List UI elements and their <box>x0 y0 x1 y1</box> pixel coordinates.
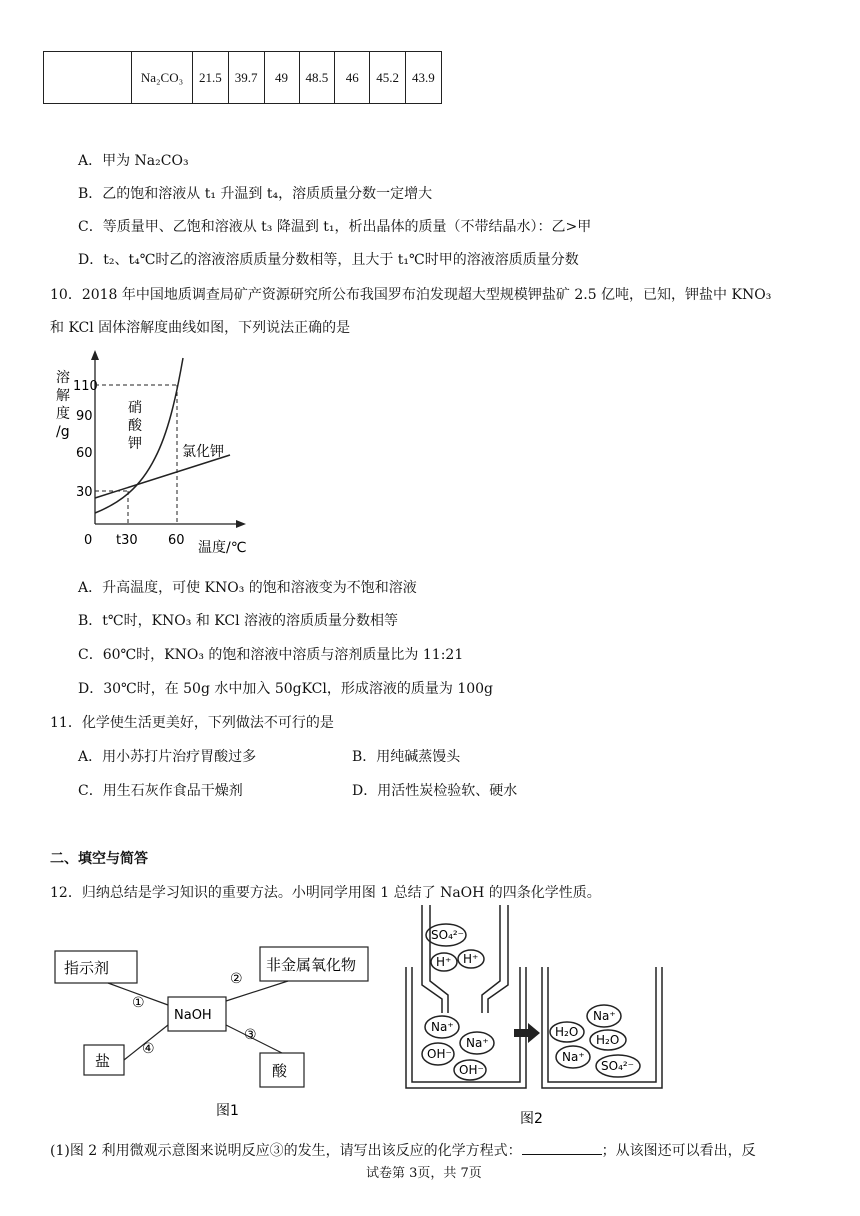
table-cell: 21.5 <box>193 52 229 104</box>
table-cell: 43.9 <box>406 52 442 104</box>
oh-ion: OH⁻ <box>459 1063 484 1077</box>
y-tick: 90 <box>76 409 93 424</box>
indicator-label: 指示剂 <box>64 959 110 977</box>
so4-ion: SO₄²⁻ <box>601 1059 635 1073</box>
q11-stem: 11．化学使生活更美好，下列做法不可行的是 <box>50 715 334 731</box>
na-ion: Na⁺ <box>431 1020 454 1034</box>
table-cell: 48.5 <box>299 52 335 104</box>
kcl-line <box>95 455 230 498</box>
q11-option-c: C．用生石灰作食品干燥剂 <box>78 783 243 799</box>
acid-label: 酸 <box>272 1062 288 1080</box>
water-molecule: H₂O <box>555 1025 579 1039</box>
q10-stem-line1: 10．2018 年中国地质调查局矿产资源研究所公布我国罗布泊发现超大型规模钾盐矿 2.5 亿吨，已知，钾盐中 KNO₃ <box>50 287 772 303</box>
x-axis-label: 温度/℃ <box>198 540 247 556</box>
table-cell: 49 <box>264 52 299 104</box>
table-cell: 46 <box>335 52 370 104</box>
q11-option-b: B．用纯碱蒸馒头 <box>352 749 461 765</box>
na-ion: Na⁺ <box>466 1036 489 1050</box>
h-ion: H⁺ <box>463 952 479 966</box>
q11-option-a: A．用小苏打片治疗胃酸过多 <box>78 749 257 765</box>
y-tick: 30 <box>76 485 93 500</box>
solubility-curve-chart <box>50 348 260 558</box>
q10-option-d: D．30℃时，在 50g 水中加入 50gKCl，形成溶液的质量为 100g <box>78 681 494 697</box>
page-footer: 试卷第 3页，共 7页 <box>366 1166 482 1181</box>
x-tick: 60 <box>168 533 185 548</box>
ylabel-char: 解 <box>56 388 70 404</box>
table-cell: 45.2 <box>370 52 406 104</box>
reaction-number: ③ <box>244 1027 257 1043</box>
figure-1-caption: 图1 <box>216 1103 239 1119</box>
q9-option-c: C．等质量甲、乙饱和溶液从 t₃ 降温到 t₁，析出晶体的质量（不带结晶水）：乙>甲 <box>78 219 592 235</box>
salt-label: 盐 <box>95 1052 111 1070</box>
arrow-icon <box>514 1023 540 1043</box>
kno3-label: 酸 <box>128 418 142 434</box>
nonmetal-oxide-label: 非金属氧化物 <box>266 956 357 974</box>
q11-option-d: D．用活性炭检验软、硬水 <box>352 783 518 799</box>
ylabel-char: 度 <box>56 406 70 422</box>
q10-stem-line2: 和 KCl 固体溶解度曲线如图，下列说法正确的是 <box>50 320 351 336</box>
kno3-label: 钾 <box>128 436 142 452</box>
section-title: 二、填空与简答 <box>50 851 148 867</box>
h-ion: H⁺ <box>436 955 452 969</box>
solubility-table <box>43 51 442 104</box>
ylabel-char: /g <box>56 424 70 440</box>
kcl-label: 氯化钾 <box>182 444 224 460</box>
y-tick: 60 <box>76 446 93 461</box>
table-substance: Na₂CO₃ <box>132 52 193 104</box>
x-tick: t30 <box>116 533 138 548</box>
answer-blank[interactable] <box>522 1142 602 1155</box>
table-cell: 39.7 <box>228 52 264 104</box>
oh-ion: OH⁻ <box>427 1047 452 1061</box>
reaction-number: ① <box>132 995 145 1011</box>
y-tick: 110 <box>73 379 98 394</box>
reaction-number: ④ <box>142 1041 155 1057</box>
table-row-label <box>44 52 132 104</box>
kno3-label: 硝 <box>128 400 142 416</box>
q10-option-b: B．t℃时，KNO₃ 和 KCl 溶液的溶质质量分数相等 <box>78 613 398 629</box>
na-ion: Na⁺ <box>562 1050 585 1064</box>
x-tick: 0 <box>84 533 93 548</box>
q12-stem: 12．归纳总结是学习知识的重要方法。小明同学用图 1 总结了 NaOH 的四条化学性质。 <box>50 885 601 901</box>
figure-1-diagram <box>50 935 380 1125</box>
ylabel-char: 溶 <box>56 370 70 386</box>
q9-option-d: D．t₂、t₄℃时乙的溶液溶质质量分数相等，且大于 t₁℃时甲的溶液溶质质量分数 <box>78 252 579 268</box>
q12-sub1-part-a: (1)图 2 利用微观示意图来说明反应③的发生，请写出该反应的化学方程式： <box>50 1143 522 1159</box>
q10-option-a: A．升高温度，可使 KNO₃ 的饱和溶液变为不饱和溶液 <box>78 580 417 596</box>
so4-ion: SO₄²⁻ <box>431 928 465 942</box>
water-molecule: H₂O <box>596 1033 620 1047</box>
naoh-label: NaOH <box>174 1008 212 1023</box>
figure-2-diagram <box>400 905 670 1135</box>
na-ion: Na⁺ <box>593 1009 616 1023</box>
q12-sub1-part-b: ；从该图还可以看出，反 <box>601 1143 756 1159</box>
q9-option-b: B．乙的饱和溶液从 t₁ 升温到 t₄，溶质质量分数一定增大 <box>78 186 433 202</box>
q9-option-a: A．甲为 Na₂CO₃ <box>78 153 189 169</box>
q12-sub1 <box>50 1140 756 1160</box>
q10-option-c: C．60℃时，KNO₃ 的饱和溶液中溶质与溶剂质量比为 11:21 <box>78 647 464 663</box>
figure-2-caption: 图2 <box>520 1111 543 1127</box>
reaction-number: ② <box>230 971 243 987</box>
